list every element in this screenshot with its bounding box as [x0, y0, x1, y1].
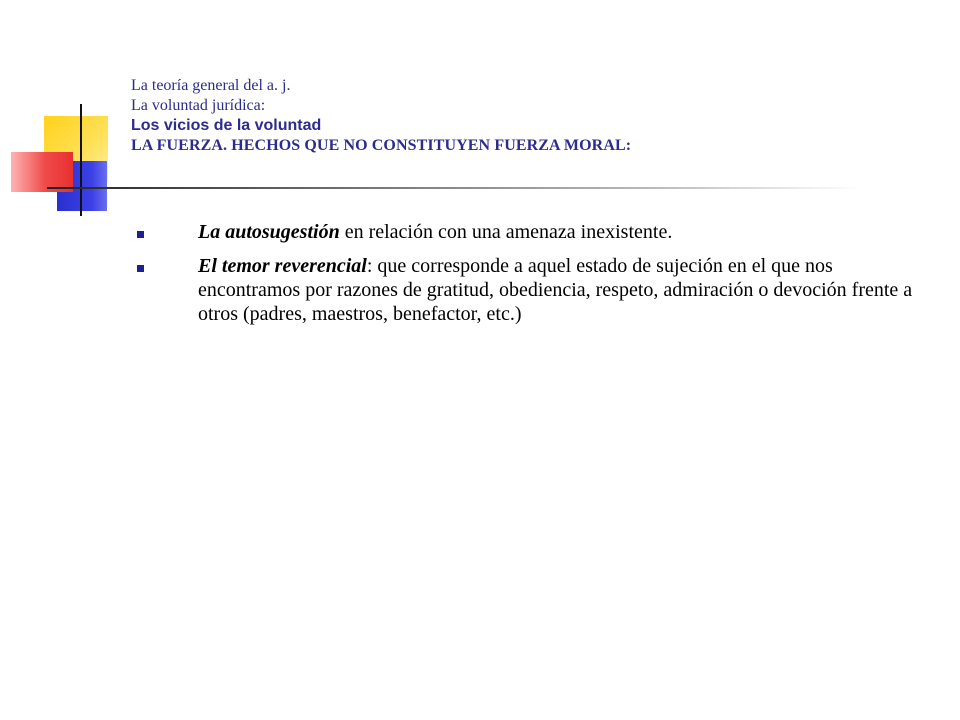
- square-bullet-icon: [137, 231, 144, 238]
- bullet-term: La autosugestión: [198, 221, 340, 243]
- title-line-2: La voluntad jurídica:: [131, 97, 266, 114]
- title-line-1: La teoría general del a. j.: [131, 77, 291, 94]
- title-divider-line: [47, 187, 860, 189]
- decor-red-square: [11, 152, 73, 192]
- bullet-item: [130, 254, 930, 326]
- title-line-3: Los vicios de la voluntad: [131, 117, 322, 134]
- bullet-item: [130, 220, 930, 244]
- square-bullet-icon: [137, 265, 144, 272]
- bullet-text: en relación con una amenaza inexistente.: [339, 221, 673, 243]
- bullet-term: El temor reverencial: [198, 255, 367, 277]
- slide-title: [131, 76, 631, 156]
- title-line-4: LA FUERZA. HECHOS QUE NO CONSTITUYEN FUERZA MORAL:: [131, 137, 632, 154]
- bullet-text: : que corresponde a aquel estado de sujeción en el que nos encontramos por razones de gratitud, obediencia, respeto, admiración o devoción frente a otros (padres, maestros, benefactor, etc.): [198, 255, 913, 325]
- bullet-list: [130, 220, 930, 336]
- decor-vertical-line: [80, 104, 82, 216]
